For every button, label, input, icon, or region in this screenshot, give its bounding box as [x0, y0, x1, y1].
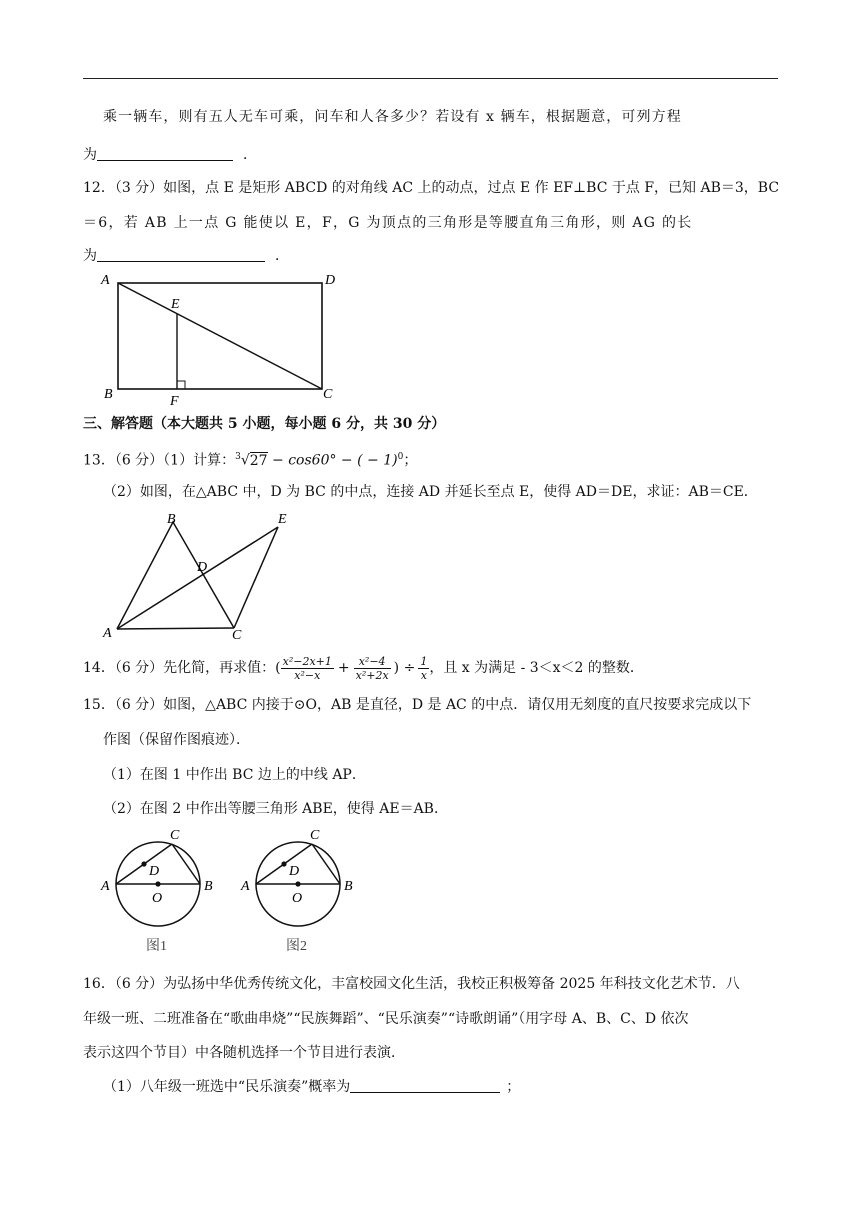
point-o	[155, 881, 160, 886]
q12-answer-blank[interactable]	[97, 247, 265, 262]
q13-exponent: 0	[397, 452, 404, 462]
q15-figure-1	[98, 824, 218, 954]
q13-triangle-figure	[100, 505, 300, 645]
figure-caption: 图1	[146, 939, 167, 954]
q14-fraction-1	[281, 655, 334, 682]
q12-line3	[83, 246, 289, 266]
header-rule	[83, 78, 778, 79]
q15-figure-2	[238, 824, 358, 954]
label-c: C	[170, 828, 180, 843]
label-a: A	[101, 879, 110, 894]
label-c: C	[310, 828, 320, 843]
label-f: F	[170, 394, 179, 409]
q15-line3: （1）在图 1 中作出 BC 边上的中线 AP．	[103, 767, 366, 783]
point-o	[295, 881, 300, 886]
q16-line3: 表示这四个节目）中各随机选择一个节目进行表演．	[83, 1045, 405, 1061]
segment-ac	[117, 628, 234, 629]
q16-line4	[103, 1077, 520, 1097]
q14-frac1-num: x²−2x+1	[282, 654, 332, 668]
q13-expression: − cos60° − ( − 1)	[267, 452, 398, 469]
right-angle-mark	[177, 381, 185, 389]
q12-rectangle-figure	[95, 268, 355, 408]
q14-frac3-den: x	[420, 668, 427, 682]
q11-line2-suffix: ．	[243, 147, 257, 163]
q16-line4-prefix: （1）八年级一班选中“民乐演奏”概率为	[103, 1079, 351, 1095]
figure-caption: 图2	[286, 939, 307, 954]
label-o: O	[292, 891, 303, 906]
point-d	[281, 861, 286, 866]
label-o: O	[152, 891, 163, 906]
label-b: B	[167, 512, 176, 527]
q13-line2: （2）如图，在△ABC 中，D 为 BC 的中点，连接 AD 并延长至点 E，使得 AD＝DE，求证：AB＝CE．	[103, 484, 758, 500]
q12-line2: ＝6，若 AB 上一点 G 能使以 E，F，G 为顶点的三角形是等腰直角三角形，则 AG 的长	[83, 215, 693, 231]
q12-line3-suffix: ．	[275, 248, 289, 264]
triangle-abc	[117, 522, 234, 629]
label-a: A	[101, 273, 110, 288]
q14-frac2-den: x²+2x	[355, 668, 389, 682]
q14-line	[83, 654, 644, 682]
q14-frac1-den: x²−x	[294, 668, 321, 682]
segment-ce	[234, 527, 278, 628]
label-b: B	[104, 387, 113, 402]
q16-line2: 年级一班、二班准备在“歌曲串烧”“民族舞蹈”、“民乐演奏”“诗歌朗诵”（用字母 A、B、C、D 依次	[83, 1011, 689, 1027]
label-a: A	[241, 879, 250, 894]
q15-line4: （2）在图 2 中作出等腰三角形 ABE，使得 AE＝AB．	[103, 801, 448, 817]
q14-frac3-num: 1	[420, 654, 428, 668]
label-d: D	[325, 273, 336, 288]
q14-prefix: 14．（6 分）先化简，再求值：(	[83, 660, 281, 676]
q16-line4-suffix: ；	[506, 1079, 521, 1095]
point-d	[141, 861, 146, 866]
q13-line1	[83, 447, 417, 471]
q16-answer-blank[interactable]	[350, 1078, 500, 1093]
label-b: B	[344, 879, 353, 894]
label-c: C	[232, 628, 242, 643]
q14-close-div: ) ÷	[393, 660, 416, 676]
label-c: C	[323, 387, 333, 402]
q14-suffix: ，且 x 为满足 - 3＜x＜2 的整数．	[429, 660, 644, 676]
label-b: B	[204, 879, 213, 894]
label-d: D	[289, 864, 300, 879]
q13-suffix: ；	[403, 452, 418, 469]
q13-radicand: 27	[249, 452, 268, 469]
q12-line1: 12．（3 分）如图，点 E 是矩形 ABCD 的对角线 AC 上的动点，过点 E 作 EF⊥BC 于点 F，已知 AB＝3，BC	[83, 180, 780, 196]
chord-bc	[312, 844, 340, 884]
q14-fraction-2	[354, 655, 391, 682]
q11-line1: 乘一辆车，则有五人无车可乘，问车和人各多少？若设有 x 辆车，根据题意，可列方程	[103, 109, 682, 125]
label-e: E	[171, 297, 180, 312]
q15-line2: 作图（保留作图痕迹）．	[103, 732, 250, 748]
diagonal-ac	[118, 283, 322, 389]
q16-line1: 16．（6 分）为弘扬中华优秀传统文化，丰富校园文化生活，我校正积极筹备 2025 年科技文化艺术节．八	[83, 976, 740, 992]
q14-frac2-num: x²−4	[354, 655, 391, 669]
label-a: A	[103, 626, 112, 641]
q11-answer-blank[interactable]	[97, 146, 233, 161]
q13-prefix: 13．（6 分）（1）计算：	[83, 452, 236, 469]
q11-line2-prefix: 为	[83, 147, 97, 163]
q14-plus: +	[337, 660, 350, 676]
section-heading: 三、解答题（本大题共 5 小题，每小题 6 分，共 30 分）	[83, 416, 446, 432]
label-d: D	[149, 864, 160, 879]
q12-line3-prefix: 为	[83, 248, 97, 264]
q14-fraction-3	[418, 655, 429, 682]
label-e: E	[278, 512, 287, 527]
q13-root-index: 3	[235, 452, 241, 462]
label-d: D	[197, 560, 208, 575]
chord-bc	[172, 844, 200, 884]
radical-sign-icon: √	[240, 452, 250, 469]
q11-line2	[83, 145, 257, 165]
q15-line1: 15．（6 分）如图，△ABC 内接于⊙O，AB 是直径，D 是 AC 的中点．请仅用无刻度的直尺按要求完成以下	[83, 697, 752, 713]
segment-ae	[117, 527, 278, 629]
